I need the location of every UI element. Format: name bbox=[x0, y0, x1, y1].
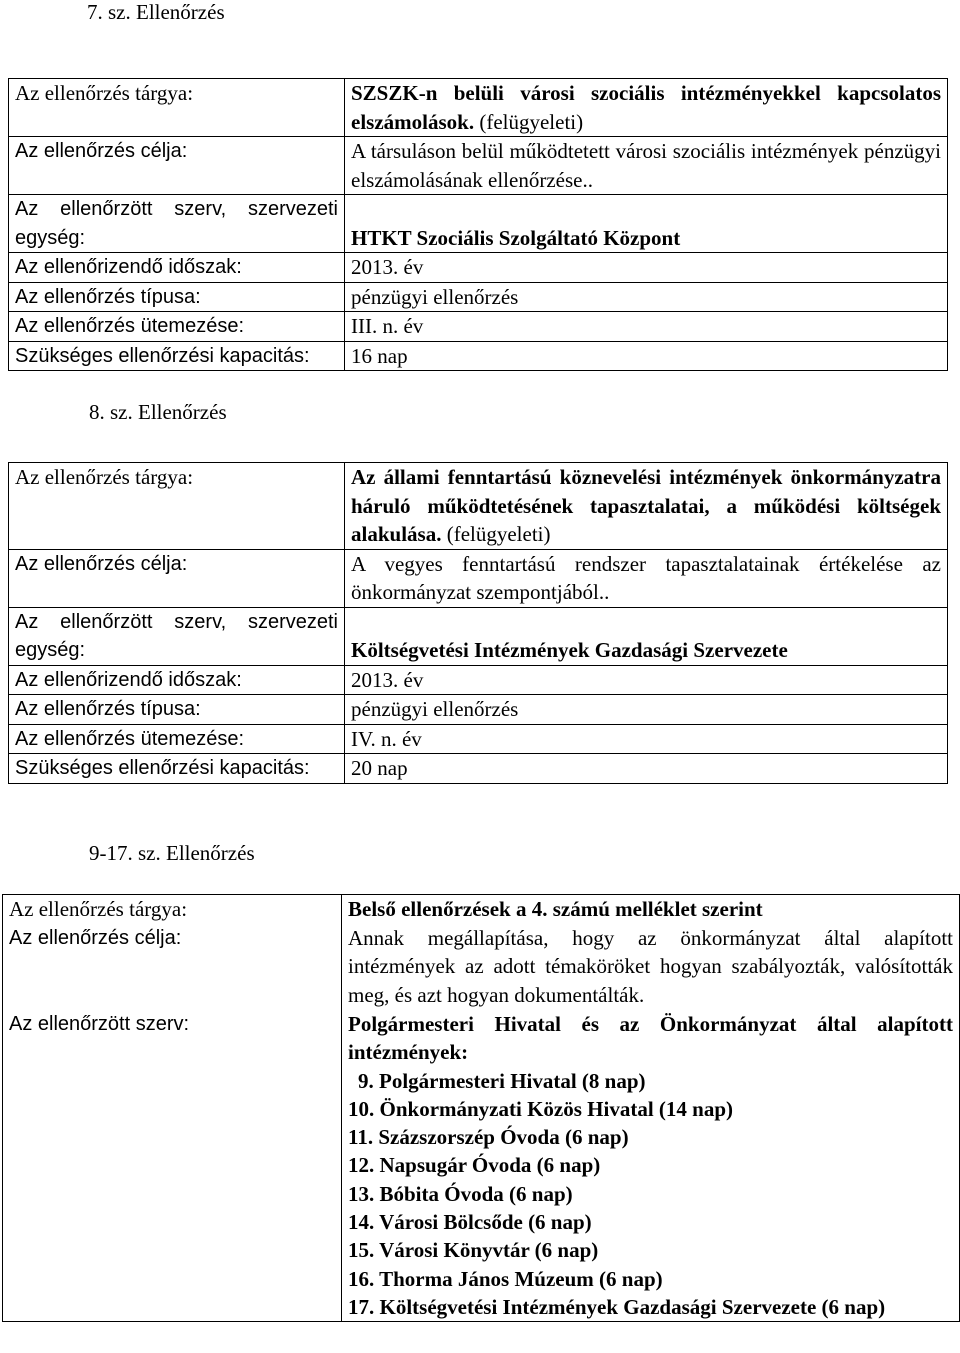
table-row bbox=[3, 895, 960, 924]
row-value: pénzügyi ellenőrzés bbox=[345, 282, 948, 312]
row-label: Az ellenőrzött szerv, szervezeti egység: bbox=[9, 607, 345, 665]
row-value: 2013. év bbox=[345, 253, 948, 283]
row-label: Az ellenőrzés ütemezése: bbox=[9, 312, 345, 342]
list-item: 10. Önkormányzati Közös Hivatal (14 nap) bbox=[348, 1096, 734, 1121]
inspection-table-9-17 bbox=[2, 894, 960, 1322]
table-row bbox=[3, 1010, 960, 1322]
list-item: 9. Polgármesteri Hivatal (8 nap) bbox=[358, 1068, 646, 1093]
row-label: Szükséges ellenőrzési kapacitás: bbox=[9, 341, 345, 371]
section-heading: 7. sz. Ellenőrzés bbox=[87, 0, 225, 24]
row-value: pénzügyi ellenőrzés bbox=[345, 695, 948, 725]
row-label: Az ellenőrzés ütemezése: bbox=[9, 724, 345, 754]
table-row bbox=[9, 282, 948, 312]
row-value: Belső ellenőrzések a 4. számú melléklet szerint bbox=[342, 895, 960, 924]
row-value: Az állami fenntartású köznevelési intézmények önkormányzatra háruló működtetésének tapasztalatai, a működési költségek alakulása. (felügyeleti) bbox=[345, 463, 948, 550]
row-label: Az ellenőrzés típusa: bbox=[9, 282, 345, 312]
table-row bbox=[9, 549, 948, 607]
row-value: HTKT Szociális Szolgáltató Központ bbox=[345, 195, 948, 253]
list-item: 14. Városi Bölcsőde (6 nap) bbox=[348, 1209, 592, 1234]
row-label: Az ellenőrzés típusa: bbox=[9, 695, 345, 725]
row-value: SZSZK-n belüli városi szociális intézményekkel kapcsolatos elszámolások. (felügyeleti) bbox=[345, 79, 948, 137]
row-value bbox=[342, 1010, 960, 1322]
table-row bbox=[9, 463, 948, 550]
row-label: Az ellenőrzés tárgya: bbox=[9, 79, 345, 137]
list-item: 11. Százszorszép Óvoda (6 nap) bbox=[348, 1125, 629, 1150]
row-value: 20 nap bbox=[345, 754, 948, 784]
row-value: III. n. év bbox=[345, 312, 948, 342]
row-label: Az ellenőrzött szerv: bbox=[3, 1010, 342, 1322]
row-label: Az ellenőrizendő időszak: bbox=[9, 665, 345, 695]
row-label: Az ellenőrzés tárgya: bbox=[9, 463, 345, 550]
row-value: A társuláson belül működtetett városi szociális intézmények pénzügyi elszámolásának ellenőrzése.. bbox=[345, 137, 948, 195]
table-row bbox=[3, 924, 960, 1010]
table-row bbox=[9, 253, 948, 283]
row-value: A vegyes fenntartású rendszer tapasztalatainak értékelése az önkormányzat szempontjából.. bbox=[345, 549, 948, 607]
list-item: 15. Városi Könyvtár (6 nap) bbox=[348, 1238, 599, 1263]
table-row bbox=[9, 724, 948, 754]
list-item: 12. Napsugár Óvoda (6 nap) bbox=[348, 1153, 601, 1178]
row-label: Az ellenőrzött szerv, szervezeti egység: bbox=[9, 195, 345, 253]
table-row bbox=[9, 79, 948, 137]
table-row bbox=[9, 137, 948, 195]
row-label: Az ellenőrzés tárgya: bbox=[3, 895, 342, 924]
table-row bbox=[9, 607, 948, 665]
audited-units-list bbox=[348, 1067, 953, 1322]
list-item: 16. Thorma János Múzeum (6 nap) bbox=[348, 1266, 663, 1291]
row-label: Az ellenőrzés célja: bbox=[3, 924, 342, 1010]
table-row bbox=[9, 754, 948, 784]
table-row bbox=[9, 695, 948, 725]
row-value: 16 nap bbox=[345, 341, 948, 371]
section-heading: 8. sz. Ellenőrzés bbox=[89, 400, 227, 424]
row-label: Az ellenőrizendő időszak: bbox=[9, 253, 345, 283]
audited-entities-intro: Polgármesteri Hivatal és az Önkormányzat által alapított intézmények: bbox=[348, 1011, 953, 1064]
table-row bbox=[9, 312, 948, 342]
row-label: Az ellenőrzés célja: bbox=[9, 137, 345, 195]
section-heading: 9-17. sz. Ellenőrzés bbox=[89, 841, 255, 865]
list-item: 13. Bóbita Óvoda (6 nap) bbox=[348, 1181, 573, 1206]
row-label: Szükséges ellenőrzési kapacitás: bbox=[9, 754, 345, 784]
row-label: Az ellenőrzés célja: bbox=[9, 549, 345, 607]
inspection-table-7 bbox=[8, 78, 948, 371]
row-value: Annak megállapítása, hogy az önkormányzat által alapított intézmények az adott témaköröket hogyan szabályozták, valósították meg, és azt hogyan dokumentálták. bbox=[342, 924, 960, 1010]
table-row bbox=[9, 665, 948, 695]
inspection-table-8 bbox=[8, 462, 948, 784]
table-row bbox=[9, 195, 948, 253]
row-value: 2013. év bbox=[345, 665, 948, 695]
table-row bbox=[9, 341, 948, 371]
row-value: Költségvetési Intézmények Gazdasági Szervezete bbox=[345, 607, 948, 665]
row-value: IV. n. év bbox=[345, 724, 948, 754]
list-item: 17. Költségvetési Intézmények Gazdasági Szervezete (6 nap) bbox=[348, 1294, 886, 1319]
